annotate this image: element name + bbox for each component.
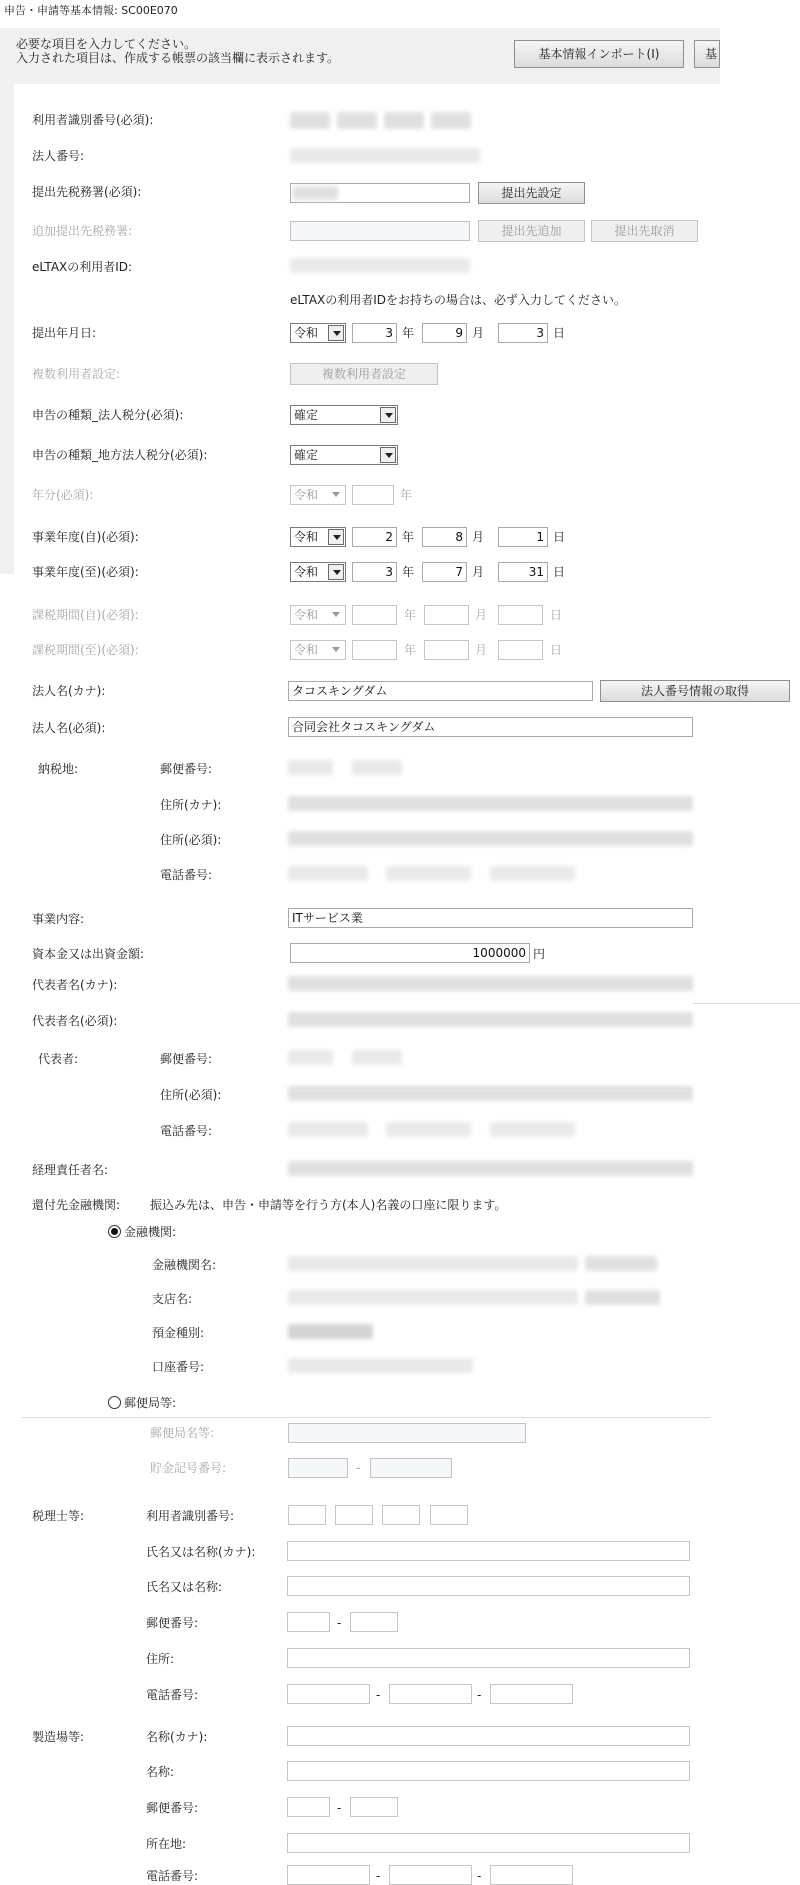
corp-number-label: 法人番号: [32, 149, 85, 163]
ta-phone-input-1[interactable] [287, 1684, 370, 1704]
branch-code-value[interactable] [585, 1290, 660, 1305]
submit-era-value: 令和 [294, 326, 319, 340]
tax-from-year-input[interactable] [352, 605, 397, 625]
ta-phone-label: 電話番号: [146, 1688, 199, 1702]
rep-phone-3[interactable] [490, 1122, 575, 1137]
corp-kana-label: 法人名(カナ): [32, 684, 106, 698]
eltax-id-label: eLTAXの利用者ID: [32, 260, 133, 274]
refund-bank-label: 還付先金融機関: [32, 1198, 121, 1212]
f-location-input[interactable] [287, 1833, 690, 1853]
chevron-down-icon [328, 642, 344, 658]
submit-date-label: 提出年月日: [32, 326, 97, 340]
savings-no-input-2[interactable] [370, 1458, 452, 1478]
tax-place-addr-value[interactable] [288, 831, 693, 846]
dash: - [337, 1801, 342, 1815]
fy-to-month-input[interactable]: 7 [422, 562, 467, 582]
tax-to-month-input[interactable] [424, 640, 469, 660]
ta-name-kana-label: 氏名又は名称(カナ): [146, 1545, 256, 1559]
rep-addr-value[interactable] [288, 1086, 693, 1101]
chevron-down-icon [328, 529, 344, 545]
f-postal-input-1[interactable] [287, 1797, 330, 1817]
import-button[interactable]: 基本情報インポート(I) [514, 40, 684, 68]
chevron-down-icon [328, 607, 344, 623]
post-office-name-label: 郵便局名等: [150, 1426, 215, 1440]
account-no-label: 口座番号: [152, 1360, 205, 1374]
divider [22, 1417, 710, 1418]
fy-to-label: 事業年度(至)(必須): [32, 565, 139, 579]
yen-unit: 円 [533, 947, 546, 961]
f-phone-label: 電話番号: [146, 1869, 199, 1883]
deposit-type-label: 預金種別: [152, 1326, 205, 1340]
fy-from-year-input[interactable]: 2 [352, 527, 397, 547]
year-unit: 年 [400, 488, 413, 502]
tax-from-label: 課税期間(自)(必須): [32, 608, 139, 622]
corp-name-label: 法人名(必須): [32, 721, 106, 735]
multi-user-button[interactable]: 複数利用者設定 [290, 363, 438, 385]
dash: - [477, 1869, 482, 1883]
f-location-label: 所在地: [146, 1837, 187, 1851]
fy-from-month-input[interactable]: 8 [422, 527, 467, 547]
business-label: 事業内容: [32, 912, 85, 926]
year-unit: 年 [404, 608, 417, 622]
chevron-down-icon [380, 407, 396, 423]
eltax-note: eLTAXの利用者IDをお持ちの場合は、必ず入力してください。 [290, 293, 627, 307]
ta-postal-label: 郵便番号: [146, 1616, 199, 1630]
ta-postal-input-2[interactable] [350, 1612, 398, 1632]
rep-kana-label: 代表者名(カナ): [32, 978, 118, 992]
post-office-radio-label: 郵便局等: [124, 1396, 177, 1410]
dash: - [477, 1688, 482, 1702]
type-corp-label: 申告の種類_法人税分(必須): [32, 408, 184, 422]
f-name-kana-input[interactable] [287, 1726, 690, 1746]
instruction-line-1: 必要な項目を入力してください。 [16, 37, 197, 51]
ta-address-input[interactable] [287, 1648, 690, 1668]
fy-to-era-select[interactable] [290, 562, 346, 582]
fy-from-label: 事業年度(自)(必須): [32, 530, 139, 544]
tax-accountant-label: 税理士等: [32, 1509, 85, 1523]
refund-note: 振込み先は、申告・申請等を行う方(本人)名義の口座に限ります。 [150, 1198, 507, 1212]
f-postal-input-2[interactable] [350, 1797, 398, 1817]
fy-from-era-value: 令和 [294, 530, 319, 544]
rep-postal-label: 郵便番号: [160, 1052, 213, 1066]
tax-place-addr-kana-value[interactable] [288, 796, 693, 811]
next-button-partial[interactable]: 基 [694, 40, 720, 68]
ta-user-id-input-3[interactable] [382, 1505, 420, 1525]
year-part-label: 年分(必須): [32, 488, 94, 502]
type-local-label: 申告の種類_地方法人税分(必須): [32, 448, 208, 462]
tax-from-era-select[interactable] [290, 605, 346, 625]
add-tax-office-field[interactable] [290, 221, 470, 241]
month-unit: 月 [475, 608, 488, 622]
submit-era-select[interactable] [290, 323, 346, 343]
tax-place-addr-kana-label: 住所(カナ): [160, 798, 222, 812]
bank-name-label: 金融機関名: [152, 1258, 217, 1272]
accountant-label: 経理責任者名: [32, 1163, 109, 1177]
user-id-part-3[interactable] [384, 112, 424, 129]
set-office-button[interactable]: 提出先設定 [478, 182, 585, 204]
savings-no-label: 貯金記号番号: [150, 1461, 227, 1475]
ta-user-id-input-4[interactable] [430, 1505, 468, 1525]
f-name-input[interactable] [287, 1761, 690, 1781]
ta-name-label: 氏名又は名称: [146, 1580, 223, 1594]
deposit-type-select[interactable] [288, 1324, 373, 1339]
submit-year-input[interactable]: 3 [352, 323, 397, 343]
capital-input[interactable]: 1000000 [290, 943, 530, 963]
day-unit: 日 [553, 326, 566, 340]
tax-place-postal-label: 郵便番号: [160, 762, 213, 776]
dash: - [337, 1616, 342, 1630]
f-name-label: 名称: [146, 1765, 175, 1779]
ta-postal-input-1[interactable] [287, 1612, 330, 1632]
chevron-down-icon [328, 564, 344, 580]
tax-place-addr-label: 住所(必須): [160, 833, 222, 847]
f-name-kana-label: 名称(カナ): [146, 1730, 208, 1744]
month-unit: 月 [472, 565, 485, 579]
chevron-down-icon [328, 325, 344, 341]
year-part-era-value: 令和 [294, 488, 319, 502]
fy-to-day-input[interactable]: 31 [498, 562, 548, 582]
get-corp-info-button[interactable]: 法人番号情報の取得 [600, 680, 790, 702]
user-id-part-1[interactable] [290, 112, 330, 129]
submit-day-input[interactable]: 3 [498, 323, 548, 343]
month-unit: 月 [472, 530, 485, 544]
rep-phone-1[interactable] [288, 1122, 368, 1137]
fy-from-era-select[interactable] [290, 527, 346, 547]
savings-no-input-1[interactable] [288, 1458, 348, 1478]
ta-user-id-label: 利用者識別番号: [146, 1509, 235, 1523]
rep-kana-value[interactable] [288, 976, 693, 991]
user-id-label: 利用者識別番号(必須): [32, 113, 154, 127]
year-part-era-select[interactable] [290, 485, 346, 505]
dash: - [356, 1461, 361, 1475]
type-corp-value: 確定 [294, 408, 319, 422]
tax-to-era-value: 令和 [294, 643, 319, 657]
submit-month-input[interactable]: 9 [422, 323, 467, 343]
left-panel-edge [0, 84, 14, 574]
rep-postal-2[interactable] [352, 1050, 402, 1065]
ta-phone-input-2[interactable] [389, 1684, 472, 1704]
year-part-input[interactable] [352, 485, 394, 505]
ta-name-kana-input[interactable] [287, 1541, 690, 1561]
tax-to-label: 課税期間(至)(必須): [32, 643, 139, 657]
dash: - [376, 1688, 381, 1702]
add-office-button[interactable]: 提出先追加 [478, 220, 585, 242]
dash: - [376, 1869, 381, 1883]
user-id-part-2[interactable] [337, 112, 377, 129]
year-unit: 年 [402, 326, 415, 340]
tax-place-phone-label: 電話番号: [160, 868, 213, 882]
branch-label: 支店名: [152, 1292, 193, 1306]
tax-to-year-input[interactable] [352, 640, 397, 660]
tax-from-day-input[interactable] [498, 605, 543, 625]
capital-label: 資本金又は出資金額: [32, 947, 145, 961]
f-postal-label: 郵便番号: [146, 1801, 199, 1815]
post-office-name-input[interactable] [288, 1423, 526, 1443]
tax-office-label: 提出先税務署(必須): [32, 185, 142, 199]
tax-to-era-select[interactable] [290, 640, 346, 660]
rep-name-label: 代表者名(必須): [32, 1014, 118, 1028]
f-phone-input-1[interactable] [287, 1865, 370, 1885]
rep-name-value[interactable] [288, 1012, 693, 1027]
month-unit: 月 [475, 643, 488, 657]
ta-user-id-input-2[interactable] [335, 1505, 373, 1525]
day-unit: 日 [553, 565, 566, 579]
chevron-down-icon [380, 447, 396, 463]
fy-to-year-input[interactable]: 3 [352, 562, 397, 582]
bank-radio[interactable] [108, 1225, 121, 1238]
tax-place-phone-3[interactable] [490, 866, 575, 881]
rep-postal-1[interactable] [288, 1050, 333, 1065]
month-unit: 月 [472, 326, 485, 340]
divider [693, 1003, 800, 1004]
ta-address-label: 住所: [146, 1652, 175, 1666]
account-no-value[interactable] [288, 1358, 473, 1373]
fy-to-era-value: 令和 [294, 565, 319, 579]
fy-from-day-input[interactable]: 1 [498, 527, 548, 547]
factory-label: 製造場等: [32, 1730, 85, 1744]
accountant-value[interactable] [288, 1161, 693, 1176]
year-unit: 年 [404, 643, 417, 657]
post-office-radio[interactable] [108, 1396, 121, 1409]
year-unit: 年 [402, 530, 415, 544]
tax-to-day-input[interactable] [498, 640, 543, 660]
day-unit: 日 [550, 643, 563, 657]
tax-from-month-input[interactable] [424, 605, 469, 625]
rep-addr-label: 住所(必須): [160, 1088, 222, 1102]
bank-name-value[interactable] [288, 1256, 578, 1271]
type-local-select[interactable] [290, 445, 398, 465]
day-unit: 日 [550, 608, 563, 622]
ta-user-id-input-1[interactable] [288, 1505, 326, 1525]
corp-number-value [290, 148, 480, 163]
instruction-line-2: 入力された項目は、作成する帳票の該当欄に表示されます。 [16, 51, 340, 65]
window-title: 申告・申請等基本情報: SC00E070 [4, 4, 178, 17]
tax-office-value [293, 186, 338, 200]
bank-radio-label: 金融機関: [124, 1225, 177, 1239]
type-corp-select[interactable] [290, 405, 398, 425]
rep-label: 代表者: [38, 1052, 79, 1066]
user-id-part-4[interactable] [431, 112, 471, 129]
year-unit: 年 [402, 565, 415, 579]
cancel-office-button[interactable]: 提出先取消 [591, 220, 698, 242]
corp-name-input[interactable]: 合同会社タコスキングダム [288, 717, 693, 737]
f-phone-input-2[interactable] [389, 1865, 472, 1885]
branch-value[interactable] [288, 1290, 578, 1305]
chevron-down-icon [328, 487, 344, 503]
rep-phone-label: 電話番号: [160, 1124, 213, 1138]
corp-kana-input[interactable]: タコスキングダム [288, 681, 593, 701]
ta-phone-input-3[interactable] [490, 1684, 573, 1704]
tax-place-phone-1[interactable] [288, 866, 368, 881]
business-input[interactable]: ITサービス業 [288, 908, 693, 928]
add-tax-office-label: 追加提出先税務署: [32, 224, 133, 238]
ta-name-input[interactable] [287, 1576, 690, 1596]
f-phone-input-3[interactable] [490, 1865, 573, 1885]
type-local-value: 確定 [294, 448, 319, 462]
tax-place-phone-2[interactable] [386, 866, 471, 881]
eltax-id-value[interactable] [290, 258, 470, 273]
bank-code-value[interactable] [585, 1256, 657, 1271]
tax-place-postal-2[interactable] [352, 760, 402, 775]
tax-from-era-value: 令和 [294, 608, 319, 622]
multi-user-label: 複数利用者設定: [32, 367, 121, 381]
day-unit: 日 [553, 530, 566, 544]
tax-place-label: 納税地: [38, 762, 79, 776]
tax-place-postal-1[interactable] [288, 760, 333, 775]
rep-phone-2[interactable] [386, 1122, 471, 1137]
